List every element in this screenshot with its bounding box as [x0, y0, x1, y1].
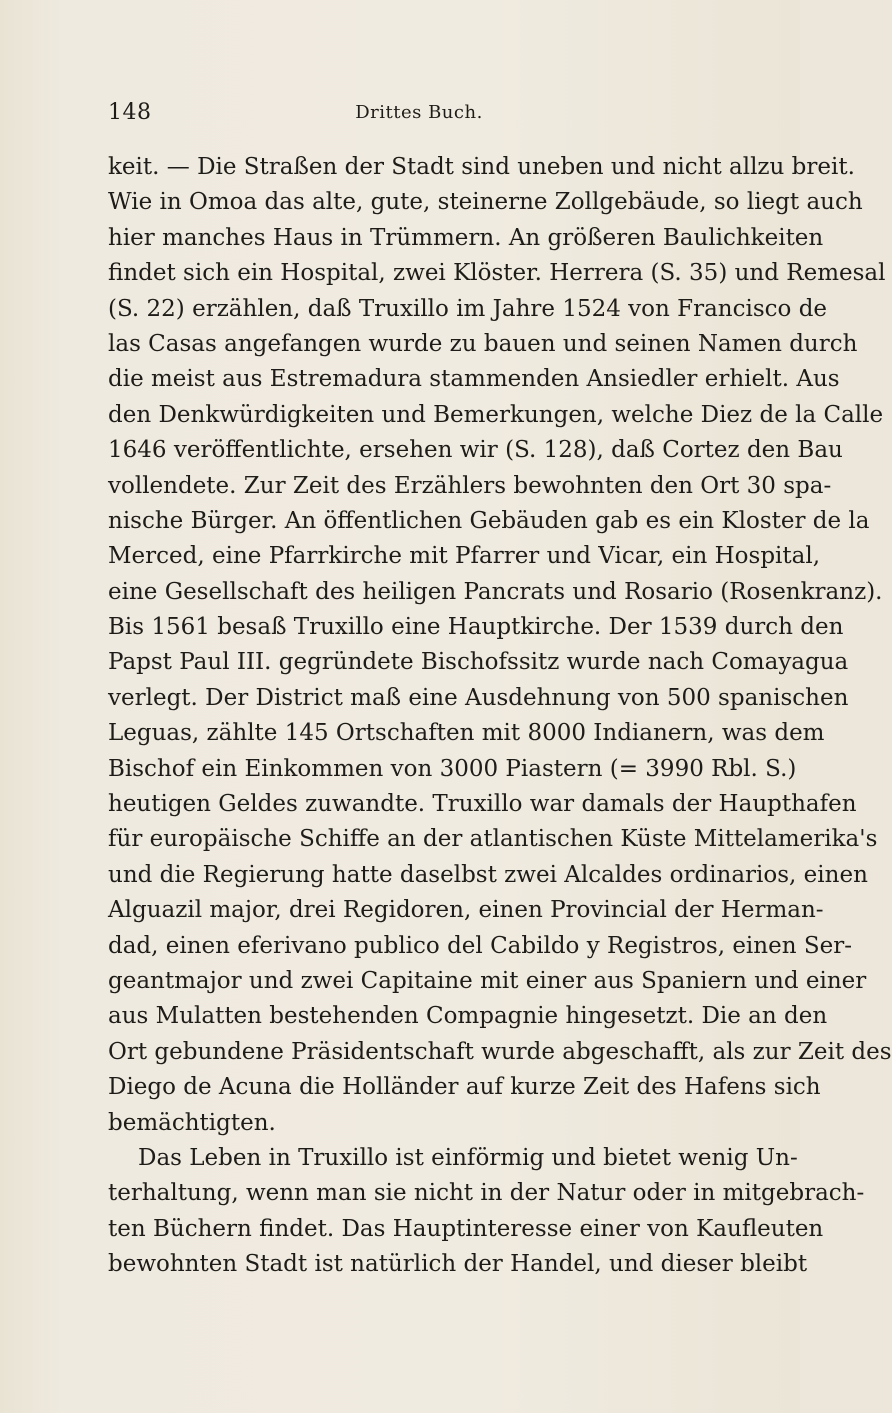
text-line: terhaltung, wenn man sie nicht in der Natur oder in mitgebrach-: [108, 1180, 865, 1207]
body-text: [108, 150, 892, 1283]
text-line: Leguas, zählte 145 Ortschaften mit 8000 Indianern, was dem: [108, 720, 825, 747]
text-line: Das Leben in Truxillo ist einförmig und bietet wenig Un-: [138, 1144, 798, 1171]
text-line: Bis 1561 besaß Truxillo eine Hauptkirche. Der 1539 durch den: [108, 614, 844, 641]
text-line: 1646 veröffentlichte, ersehen wir (S. 128), daß Cortez den Bau: [108, 437, 843, 464]
text-line: keit. — Die Straßen der Stadt sind uneben und nicht allzu breit.: [108, 154, 855, 180]
text-line: hier manches Haus in Trümmern. An größeren Baulichkeiten: [108, 224, 824, 251]
text-line: Ort gebundene Präsidentschaft wurde abgeschafft, als zur Zeit des: [108, 1038, 892, 1065]
text-line: las Casas angefangen wurde zu bauen und seinen Namen durch: [108, 330, 858, 357]
text-line: bewohnten Stadt ist natürlich der Handel, und dieser bleibt: [108, 1251, 808, 1278]
text-line: verlegt. Der District maß eine Ausdehnung von 500 spanischen: [108, 684, 849, 711]
text-line: den Denkwürdigkeiten und Bemerkungen, welche Diez de la Calle: [108, 401, 884, 428]
text-line: Papst Paul III. gegründete Bischofssitz wurde nach Comayagua: [108, 649, 849, 676]
text-line: Bischof ein Einkommen von 3000 Piastern (= 3990 Rbl. S.): [108, 755, 797, 782]
text-line: die meist aus Estremadura stammenden Ansiedler erhielt. Aus: [108, 366, 840, 393]
text-line: geantmajor und zwei Capitaine mit einer aus Spaniern und einer: [108, 967, 867, 994]
text-line: und die Regierung hatte daselbst zwei Alcaldes ordinarios, einen: [108, 861, 868, 888]
text-line: bemächtigten.: [108, 1109, 276, 1136]
text-line: Wie in Omoa das alte, gute, steinerne Zollgebäude, so liegt auch: [108, 189, 863, 216]
text-line: vollendete. Zur Zeit des Erzählers bewohnten den Ort 30 spa-: [108, 472, 832, 499]
text-line: für europäische Schiffe an der atlantischen Küste Mittelamerika's: [108, 826, 878, 853]
text-line: dad, einen eferivano publico del Cabildo y Registros, einen Ser-: [108, 932, 852, 959]
page-header: [108, 100, 730, 130]
text-line: Merced, eine Pfarrkirche mit Pfarrer und Vicar, ein Hospital,: [108, 543, 821, 570]
running-head: Drittes Buch.: [355, 102, 483, 123]
text-line: ten Büchern findet. Das Hauptinteresse einer von Kaufleuten: [108, 1215, 824, 1242]
text-line: heutigen Geldes zuwandte. Truxillo war damals der Haupthafen: [108, 791, 857, 818]
text-line: nische Bürger. An öffentlichen Gebäuden gab es ein Kloster de la: [108, 507, 870, 534]
text-line: eine Gesellschaft des heiligen Pancrats und Rosario (Rosenkranz).: [108, 578, 883, 605]
page-number: 148: [108, 100, 152, 125]
text-line: Diego de Acuna die Holländer auf kurze Zeit des Hafens sich: [108, 1074, 821, 1101]
text-line: Alguazil major, drei Regidoren, einen Provincial der Herman-: [108, 897, 824, 924]
text-line: (S. 22) erzählen, daß Truxillo im Jahre 1524 von Francisco de: [108, 295, 828, 322]
text-line: aus Mulatten bestehenden Compagnie hingesetzt. Die an den: [108, 1003, 828, 1030]
text-line: findet sich ein Hospital, zwei Klöster. Herrera (S. 35) und Remesal: [108, 260, 886, 287]
